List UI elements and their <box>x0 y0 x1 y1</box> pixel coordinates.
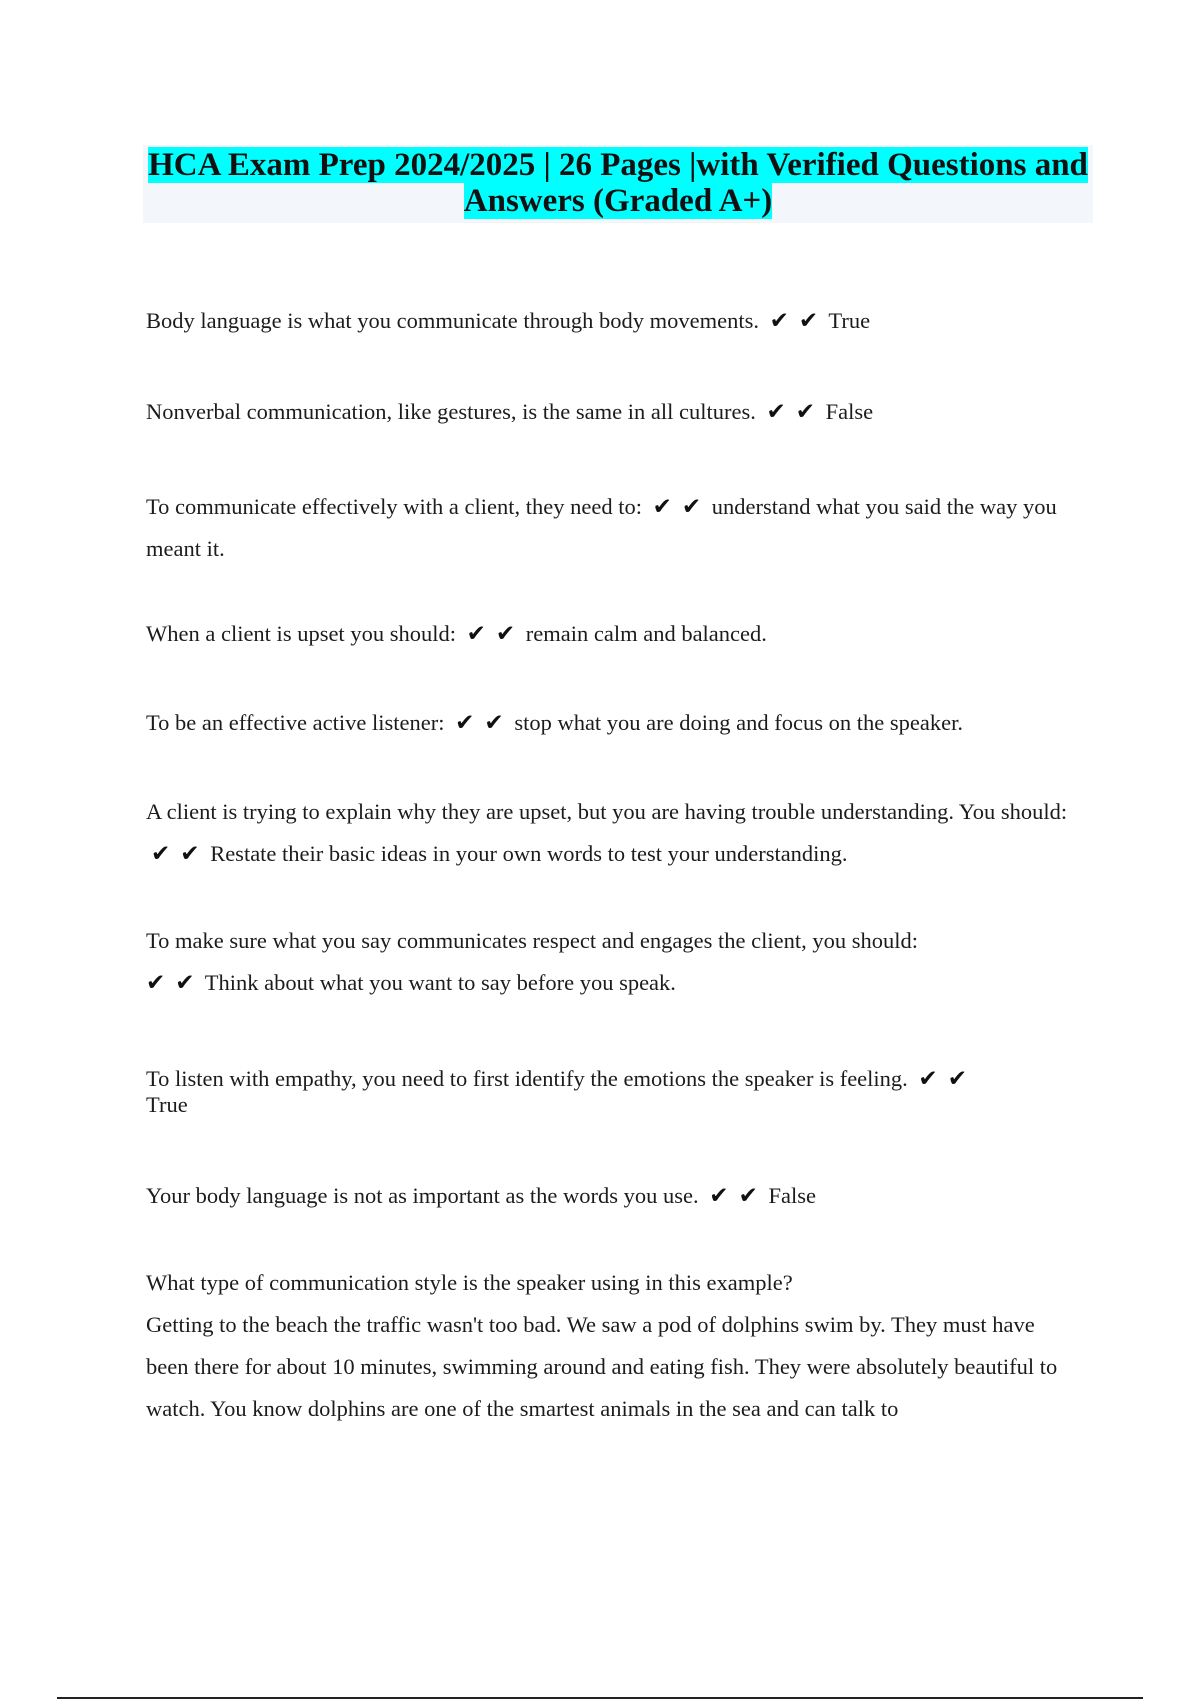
check-icon: ✔ <box>709 1183 729 1209</box>
question-text: A client is trying to explain why they are upset, but you are having trouble understanding. You should: <box>146 799 1068 824</box>
answer-text: Restate their basic ideas in your own words to test your understanding. <box>210 841 848 866</box>
answer-text: remain calm and balanced. <box>525 621 767 646</box>
qa-item-3 <box>146 486 1076 570</box>
answer-text: True <box>146 1092 188 1117</box>
question-text: To make sure what you say communicates respect and engages the client, you should: <box>146 928 918 953</box>
check-icon: ✔ <box>484 710 504 736</box>
answer-text: False <box>768 1183 816 1208</box>
question-text: To listen with empathy, you need to first identify the emotions the speaker is feeling. <box>146 1066 908 1091</box>
check-icon: ✔ <box>180 841 200 867</box>
qa-item-4 <box>146 613 1076 655</box>
title-line-2: Answers (Graded A+) <box>463 183 773 219</box>
answer-text: stop what you are doing and focus on the speaker. <box>514 710 963 735</box>
question-text: When a client is upset you should: <box>146 621 456 646</box>
qa-item-8 <box>146 1066 1076 1118</box>
qa-item-6 <box>146 791 1076 875</box>
check-icon: ✔ <box>918 1066 938 1092</box>
question-text: Nonverbal communication, like gestures, is the same in all cultures. <box>146 399 756 424</box>
answer-text: Think about what you want to say before you speak. <box>204 970 676 995</box>
qa-item-2 <box>146 391 1076 433</box>
check-icon: ✔ <box>146 970 166 996</box>
check-icon: ✔ <box>681 494 702 520</box>
question-text: Your body language is not as important as the words you use. <box>146 1183 699 1208</box>
check-icon: ✔ <box>455 710 475 736</box>
qa-item-7 <box>146 920 1076 1004</box>
question-text: To be an effective active listener: <box>146 710 445 735</box>
check-icon: ✔ <box>766 399 786 425</box>
check-icon: ✔ <box>151 841 171 867</box>
answer-text: understand what you said the way you meant it. <box>146 494 1057 561</box>
check-icon: ✔ <box>175 970 195 996</box>
footer-divider <box>57 1697 1143 1699</box>
check-icon: ✔ <box>466 621 486 647</box>
qa-item-5 <box>146 702 1076 744</box>
check-icon: ✔ <box>495 621 516 647</box>
question-text: What type of communication style is the speaker using in this example? <box>146 1270 793 1295</box>
document-title-block <box>143 145 1093 223</box>
check-icon: ✔ <box>738 1183 758 1209</box>
question-text: To communicate effectively with a client, they need to: <box>146 494 642 519</box>
question-text: Body language is what you communicate through body movements. <box>146 308 760 333</box>
check-icon: ✔ <box>947 1066 967 1092</box>
continuation-text: Getting to the beach the traffic wasn't too bad. We saw a pod of dolphins swim by. They must have been there for about 10 minutes, swimming around and eating fish. They were absolutely beautiful to watch. You know dolphins are one of the smartest animals in the sea and can talk to <box>146 1312 1058 1421</box>
check-icon: ✔ <box>652 494 672 520</box>
document-title <box>143 145 1093 219</box>
title-line-1: HCA Exam Prep 2024/2025 | 26 Pages |with Verified Questions and <box>148 147 1088 183</box>
qa-item-1 <box>146 300 1076 342</box>
check-icon: ✔ <box>795 399 816 425</box>
check-icon: ✔ <box>798 308 819 334</box>
qa-item-9 <box>146 1175 1076 1217</box>
answer-text: False <box>825 399 874 424</box>
check-icon: ✔ <box>769 308 789 334</box>
answer-text: True <box>828 308 871 333</box>
qa-item-10 <box>146 1262 1076 1430</box>
